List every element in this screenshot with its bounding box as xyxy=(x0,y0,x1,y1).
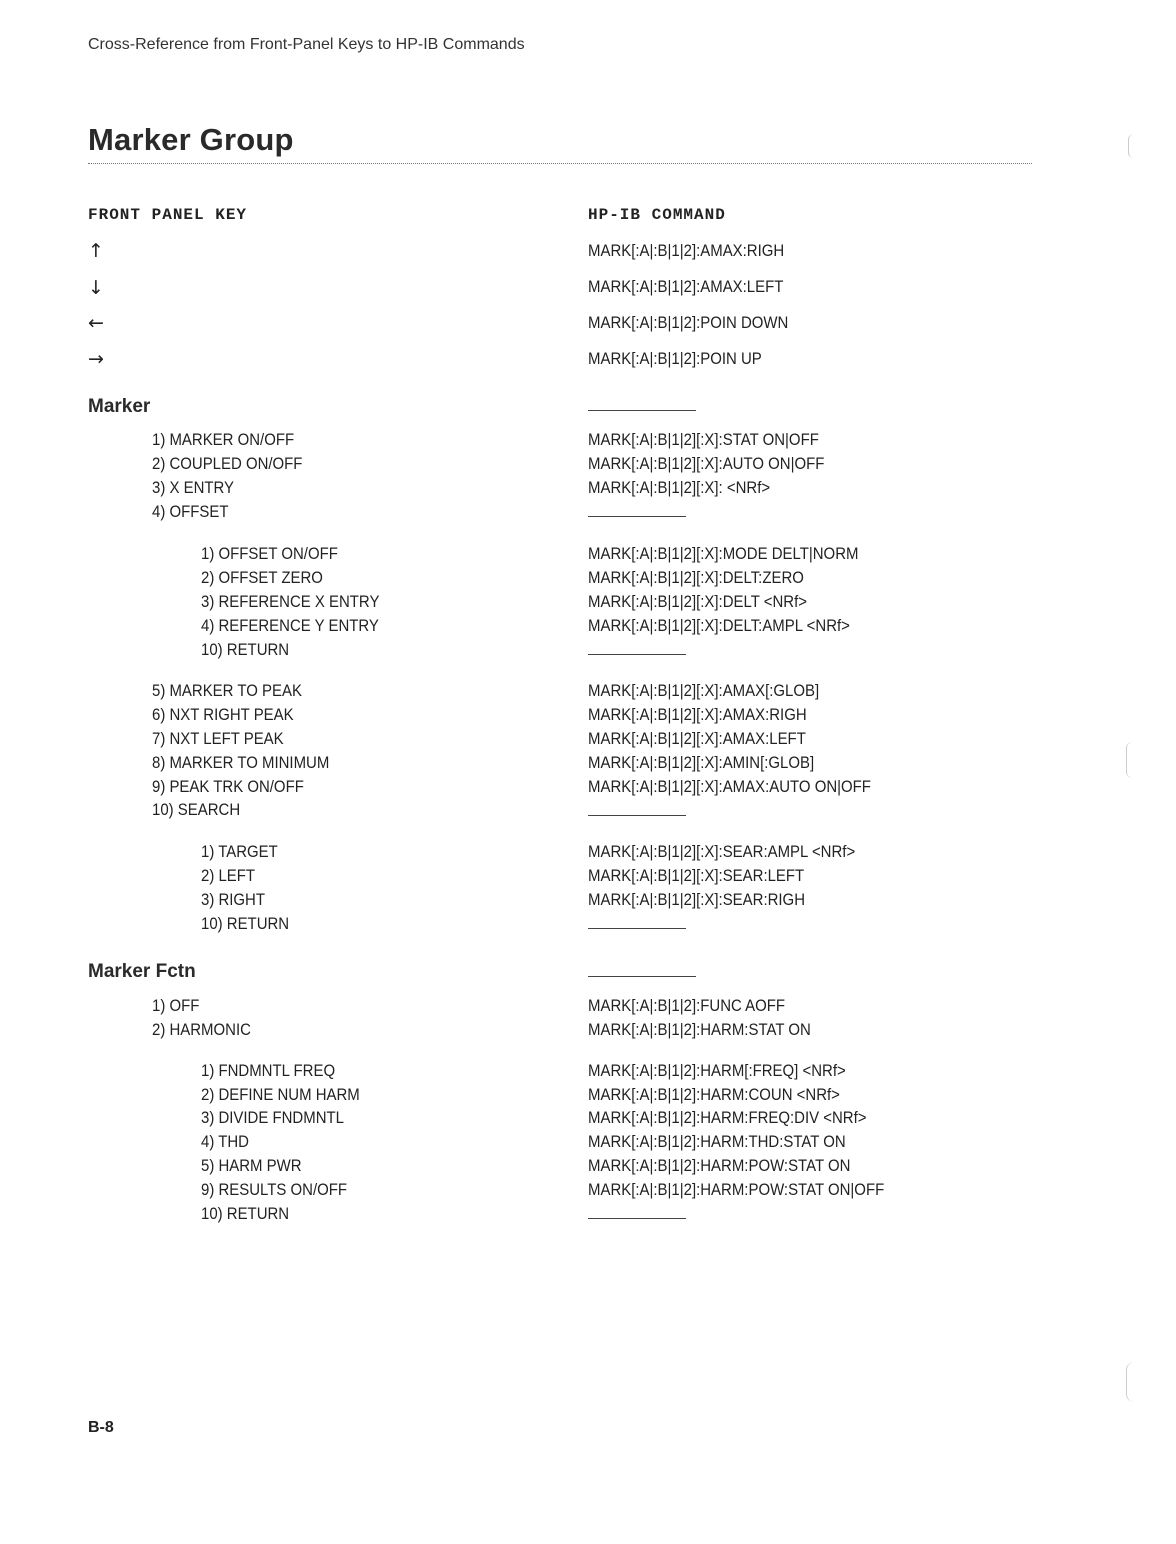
command-nxt-left-peak: MARK[:A|:B|1|2][:X]:AMAX:LEFT xyxy=(588,729,806,748)
key-x-entry: 3) X ENTRY xyxy=(152,478,235,497)
key-divide-fndmntl: 3) DIVIDE FNDMNTL xyxy=(201,1108,344,1127)
command-x-entry: MARK[:A|:B|1|2][:X]: <NRf> xyxy=(588,478,771,497)
key-search: 10) SEARCH xyxy=(152,800,241,819)
key-nxt-left-peak: 7) NXT LEFT PEAK xyxy=(152,729,284,748)
command-marker-to-peak: MARK[:A|:B|1|2][:X]:AMAX[:GLOB] xyxy=(588,681,820,700)
key-harm-pwr: 5) HARM PWR xyxy=(201,1156,302,1175)
command-left: MARK[:A|:B|1|2][:X]:SEAR:LEFT xyxy=(588,866,805,885)
key-nxt-right-peak: 6) NXT RIGHT PEAK xyxy=(152,705,294,724)
down-arrow-icon: ↓ xyxy=(88,277,104,299)
command-fndmntl-freq: MARK[:A|:B|1|2]:HARM[:FREQ] <NRf> xyxy=(588,1061,846,1080)
no-command-dash xyxy=(588,516,686,517)
key-reference-y-entry: 4) REFERENCE Y ENTRY xyxy=(201,616,379,635)
column-heading-hpib-command: HP-IB COMMAND xyxy=(588,206,726,224)
command-harmonic: MARK[:A|:B|1|2]:HARM:STAT ON xyxy=(588,1020,811,1039)
section-heading-marker: Marker xyxy=(88,396,151,417)
key-results-on-off: 9) RESULTS ON/OFF xyxy=(201,1180,348,1199)
up-arrow-icon: ↑ xyxy=(88,240,104,262)
command-thd: MARK[:A|:B|1|2]:HARM:THD:STAT ON xyxy=(588,1132,846,1151)
key-peak-trk-on-off: 9) PEAK TRK ON/OFF xyxy=(152,777,304,796)
no-command-dash xyxy=(588,654,686,655)
key-offset-zero: 2) OFFSET ZERO xyxy=(201,568,323,587)
command-coupled-on-off: MARK[:A|:B|1|2][:X]:AUTO ON|OFF xyxy=(588,454,825,473)
command-marker-to-minimum: MARK[:A|:B|1|2][:X]:AMIN[:GLOB] xyxy=(588,753,815,772)
page-title: Marker Group xyxy=(88,122,294,157)
command-off: MARK[:A|:B|1|2]:FUNC AOFF xyxy=(588,996,786,1015)
command-divide-fndmntl: MARK[:A|:B|1|2]:HARM:FREQ:DIV <NRf> xyxy=(588,1108,867,1127)
command-reference-x-entry: MARK[:A|:B|1|2][:X]:DELT <NRf> xyxy=(588,592,807,611)
key-left: 2) LEFT xyxy=(201,866,256,885)
key-marker-to-minimum: 8) MARKER TO MINIMUM xyxy=(152,753,330,772)
no-command-dash xyxy=(588,976,696,977)
page-number: B-8 xyxy=(88,1419,114,1436)
key-fndmntl-freq: 1) FNDMNTL FREQ xyxy=(201,1061,336,1080)
command-marker-on-off: MARK[:A|:B|1|2][:X]:STAT ON|OFF xyxy=(588,430,819,449)
command-offset-on-off: MARK[:A|:B|1|2][:X]:MODE DELT|NORM xyxy=(588,544,859,563)
command-left-arrow: MARK[:A|:B|1|2]:POIN DOWN xyxy=(588,313,789,332)
command-target: MARK[:A|:B|1|2][:X]:SEAR:AMPL <NRf> xyxy=(588,842,856,861)
column-heading-front-panel-key: FRONT PANEL KEY xyxy=(88,206,248,224)
command-down-arrow: MARK[:A|:B|1|2]:AMAX:LEFT xyxy=(588,277,784,296)
no-command-dash xyxy=(588,1218,686,1219)
command-right: MARK[:A|:B|1|2][:X]:SEAR:RIGH xyxy=(588,890,806,909)
section-heading-marker-fctn: Marker Fctn xyxy=(88,961,196,982)
key-thd: 4) THD xyxy=(201,1132,249,1151)
command-reference-y-entry: MARK[:A|:B|1|2][:X]:DELT:AMPL <NRf> xyxy=(588,616,850,635)
command-offset-zero: MARK[:A|:B|1|2][:X]:DELT:ZERO xyxy=(588,568,804,587)
binder-hole-mark xyxy=(1126,742,1139,778)
key-target: 1) TARGET xyxy=(201,842,278,861)
binder-hole-mark xyxy=(1128,134,1139,158)
key-coupled-on-off: 2) COUPLED ON/OFF xyxy=(152,454,303,473)
key-return: 10) RETURN xyxy=(201,1204,290,1223)
command-results-on-off: MARK[:A|:B|1|2]:HARM:POW:STAT ON|OFF xyxy=(588,1180,885,1199)
command-peak-trk-on-off: MARK[:A|:B|1|2][:X]:AMAX:AUTO ON|OFF xyxy=(588,777,871,796)
command-harm-pwr: MARK[:A|:B|1|2]:HARM:POW:STAT ON xyxy=(588,1156,851,1175)
no-command-dash xyxy=(588,410,696,411)
command-up-arrow: MARK[:A|:B|1|2]:AMAX:RIGH xyxy=(588,241,785,260)
no-command-dash xyxy=(588,928,686,929)
command-nxt-right-peak: MARK[:A|:B|1|2][:X]:AMAX:RIGH xyxy=(588,705,807,724)
key-reference-x-entry: 3) REFERENCE X ENTRY xyxy=(201,592,380,611)
key-return: 10) RETURN xyxy=(201,914,290,933)
running-header: Cross-Reference from Front-Panel Keys to HP-IB Commands xyxy=(88,36,525,53)
key-marker-on-off: 1) MARKER ON/OFF xyxy=(152,430,295,449)
key-marker-to-peak: 5) MARKER TO PEAK xyxy=(152,681,302,700)
key-harmonic: 2) HARMONIC xyxy=(152,1020,251,1039)
key-off: 1) OFF xyxy=(152,996,200,1015)
key-offset-on-off: 1) OFFSET ON/OFF xyxy=(201,544,338,563)
title-rule xyxy=(88,163,1032,164)
no-command-dash xyxy=(588,815,686,816)
command-right-arrow: MARK[:A|:B|1|2]:POIN UP xyxy=(588,349,762,368)
key-offset: 4) OFFSET xyxy=(152,502,229,521)
key-return: 10) RETURN xyxy=(201,640,290,659)
key-define-num-harm: 2) DEFINE NUM HARM xyxy=(201,1085,360,1104)
left-arrow-icon: ← xyxy=(88,312,104,334)
command-define-num-harm: MARK[:A|:B|1|2]:HARM:COUN <NRf> xyxy=(588,1085,840,1104)
key-right: 3) RIGHT xyxy=(201,890,266,909)
right-arrow-icon: → xyxy=(88,348,104,370)
binder-hole-mark xyxy=(1126,1362,1143,1402)
